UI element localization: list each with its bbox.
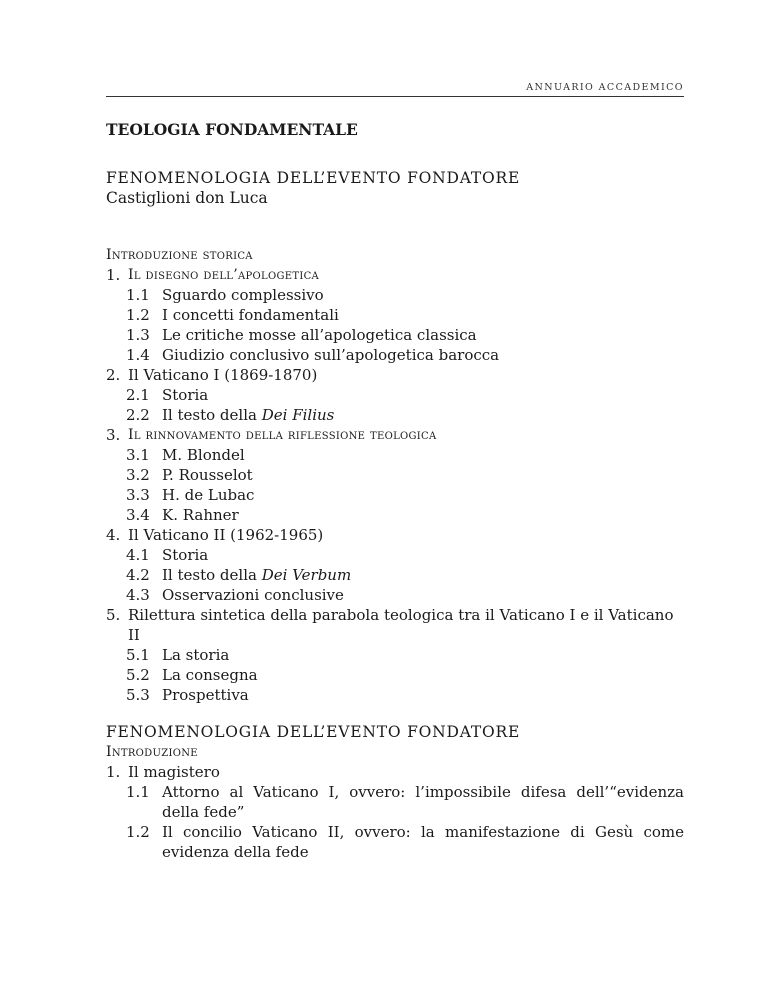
item-number: 2. xyxy=(106,366,121,384)
subitem-label: K. Rahner xyxy=(162,506,239,524)
toc1-subitem xyxy=(106,345,684,365)
toc1-item xyxy=(106,265,684,285)
subitem-italic: Dei Verbum xyxy=(261,566,352,584)
subitem-label: Storia xyxy=(162,386,209,404)
subitem-number: 2.1 xyxy=(126,386,150,404)
toc1-item xyxy=(106,525,684,545)
section-2-title: FENOMENOLOGIA DELL’EVENTO FONDATORE xyxy=(106,723,521,741)
toc1-item xyxy=(106,425,684,445)
toc1-subitem xyxy=(106,485,684,505)
toc1-subitem xyxy=(106,385,684,405)
subitem-label: Le critiche mosse all’apologetica classica xyxy=(162,326,477,344)
item-number: 1. xyxy=(106,763,121,781)
subitem-label: Giudizio conclusivo sull’apologetica barocca xyxy=(162,346,500,364)
toc1-subitem xyxy=(106,545,684,565)
subitem-label: La consegna xyxy=(162,666,258,684)
section-1-items xyxy=(106,265,684,705)
toc1-subitem xyxy=(106,445,684,465)
subitem-label: Il concilio Vaticano II, ovvero: la manifestazione di Gesù come evidenza della fede xyxy=(162,823,684,861)
section-1 xyxy=(106,168,684,705)
item-number: 4. xyxy=(106,526,121,544)
item-label: Il magistero xyxy=(128,763,220,781)
subitem-number: 5.1 xyxy=(126,646,150,664)
subitem-label: Osservazioni conclusive xyxy=(162,586,344,604)
subitem-label: Sguardo complessivo xyxy=(162,286,324,304)
item-number: 5. xyxy=(106,606,121,624)
subitem-label: I concetti fondamentali xyxy=(162,306,339,324)
section-2-items xyxy=(106,762,684,862)
toc1-subitem xyxy=(106,685,684,705)
toc1-subitem xyxy=(106,305,684,325)
course-title: TEOLOGIA FONDAMENTALE xyxy=(106,120,358,139)
subitem-number: 3.1 xyxy=(126,446,150,464)
toc1-subitem xyxy=(106,645,684,665)
section-1-title: FENOMENOLOGIA DELL’EVENTO FONDATORE xyxy=(106,169,521,187)
subitem-number: 3.4 xyxy=(126,506,150,524)
item-label: Il disegno dell’apologetica xyxy=(128,267,320,283)
subitem-number: 5.2 xyxy=(126,666,150,684)
header-rule xyxy=(106,96,684,97)
subitem-label: H. de Lubac xyxy=(162,486,255,504)
subitem-number: 4.2 xyxy=(126,566,150,584)
toc1-subitem xyxy=(106,285,684,305)
subitem-label: Storia xyxy=(162,546,209,564)
item-number: 1. xyxy=(106,266,121,284)
item-number: 3. xyxy=(106,426,121,444)
subitem-number: 1.4 xyxy=(126,346,150,364)
section-2-intro: Introduzione xyxy=(106,744,198,760)
subitem-number: 2.2 xyxy=(126,406,150,424)
section-1-intro: Introduzione storica xyxy=(106,247,253,263)
subitem-label: M. Blondel xyxy=(162,446,245,464)
item-label: Rilettura sintetica della parabola teologica tra il Vaticano I e il Vaticano II xyxy=(128,606,674,644)
subitem-label: P. Rousselot xyxy=(162,466,253,484)
subitem-label: Attorno al Vaticano I, ovvero: l’impossibile difesa dell’“evidenza della fede” xyxy=(162,783,684,821)
section-1-author: Castiglioni don Luca xyxy=(106,189,268,207)
toc1-subitem xyxy=(106,505,684,525)
subitem-number: 1.1 xyxy=(126,783,150,801)
subitem-number: 4.1 xyxy=(126,546,150,564)
subitem-label: Il testo della Dei Verbum xyxy=(162,566,352,584)
toc1-subitem xyxy=(106,325,684,345)
toc1-subitem xyxy=(106,665,684,685)
subitem-number: 4.3 xyxy=(126,586,150,604)
subitem-number: 3.3 xyxy=(126,486,150,504)
section-1-toc xyxy=(106,245,684,705)
subitem-italic: Dei Filius xyxy=(261,406,335,424)
subitem-number: 1.3 xyxy=(126,326,150,344)
page-body xyxy=(106,119,684,862)
subitem-number: 1.2 xyxy=(126,306,150,324)
running-head: ANNUARIO ACCADEMICO xyxy=(526,82,684,93)
subitem-number: 1.1 xyxy=(126,286,150,304)
toc2-subitem xyxy=(106,782,684,822)
toc1-item xyxy=(106,605,684,645)
toc1-subitem xyxy=(106,465,684,485)
toc2-item xyxy=(106,762,684,782)
section-2 xyxy=(106,722,684,862)
toc1-subitem xyxy=(106,405,684,425)
subitem-label: Prospettiva xyxy=(162,686,249,704)
item-label: Il Vaticano I (1869-1870) xyxy=(128,366,318,384)
toc1-item xyxy=(106,365,684,385)
item-label: Il Vaticano II (1962-1965) xyxy=(128,526,324,544)
toc1-subitem xyxy=(106,565,684,585)
subitem-label: La storia xyxy=(162,646,230,664)
toc1-subitem xyxy=(106,585,684,605)
subitem-number: 3.2 xyxy=(126,466,150,484)
toc2-subitem xyxy=(106,822,684,862)
subitem-number: 5.3 xyxy=(126,686,150,704)
subitem-number: 1.2 xyxy=(126,823,150,841)
subitem-label: Il testo della Dei Filius xyxy=(162,406,335,424)
item-label: Il rinnovamento della riflessione teologica xyxy=(128,427,437,443)
